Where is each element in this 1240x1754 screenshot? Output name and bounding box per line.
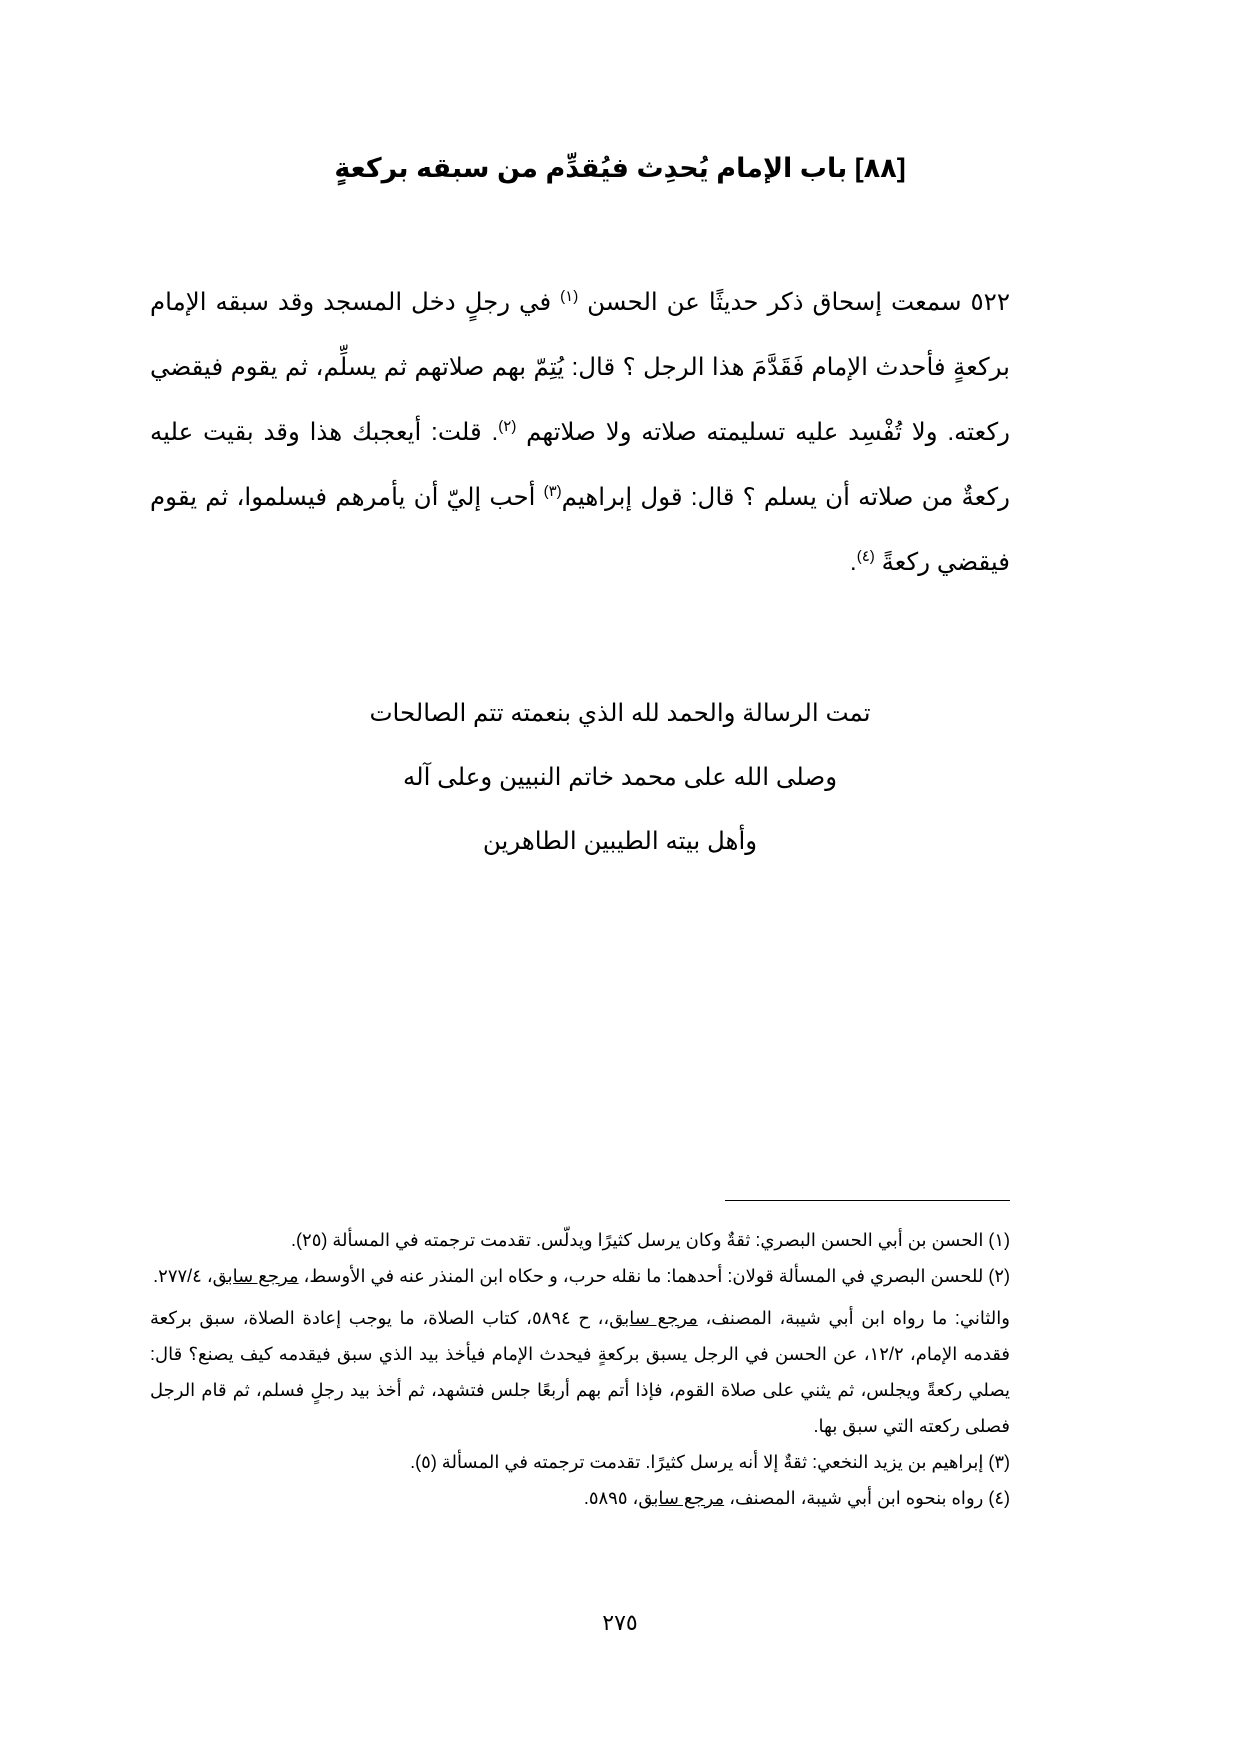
chapter-title: [٨٨] باب الإمام يُحدِث فيُقدِّم من سبقه بركعةٍ xyxy=(334,153,906,183)
footnote-2-reference-link[interactable]: مرجع سابق xyxy=(212,1266,299,1286)
footnote-2-text-a: (٢) للحسن البصري في المسألة قولان: أحدهما: ما نقله حرب، و حكاه ابن المنذر عنه في الأوسط، xyxy=(298,1266,1010,1286)
footnote-divider xyxy=(725,1200,1010,1201)
footnote-4-text-b: ، ٥٨٩٥. xyxy=(583,1488,639,1508)
closing-line-3: وأهل بيته الطيبين الطاهرين xyxy=(482,828,758,855)
footnote-2-continuation xyxy=(150,1300,1010,1444)
footnote-ref-4[interactable]: (٤) xyxy=(856,548,875,565)
hadith-part-5: . xyxy=(849,549,857,576)
footnote-2 xyxy=(150,1258,1010,1294)
footnotes xyxy=(150,1222,1010,1516)
hadith-part-4: أحب إليّ أن يأمرهم فيسلموا، ثم يقوم فيقضي ركعةً xyxy=(150,484,1010,576)
hadith-part-3: . قلت: أيعجبك هذا وقد بقيت عليه ركعةٌ من صلاته أن يسلم ؟ قال: قول إبراهيم xyxy=(150,419,1010,511)
hadith-text xyxy=(150,270,1010,595)
footnote-2-cont-text-a: والثاني: ما رواه ابن أبي شيبة، المصنف، xyxy=(697,1308,1010,1328)
footnote-ref-3[interactable]: (٣) xyxy=(543,483,562,500)
footnote-4-text-a: (٤) رواه بنحوه ابن أبي شيبة، المصنف، xyxy=(724,1488,1010,1508)
hadith-part-2: في رجلٍ دخل المسجد وقد سبقه الإمام بركعةٍ فأحدث الإمام فَقَدَّمَ هذا الرجل ؟ قال: يُتِمّ بهم صلاتهم ثم يسلِّم، ثم يقوم فيقضي ركعته. ولا تُفْسِد عليه تسليمته صلاته ولا صلاتهم xyxy=(150,289,1010,446)
footnote-2-cont-text-b: ،، ح ٥٨٩٤، كتاب الصلاة، ما يوجب إعادة الصلاة، سبق بركعة فقدمه الإمام، ١٢/٢، عن الحسن في الرجل يسبق بركعةٍ فيحدث الإمام فيأخذ بيد الذي سبق فيقدمه كيف يصنع؟ قال: يصلي ركعةً ويجلس، ثم يثني على صلاة القوم، فإذا أتم بهم أربعًا جلس فتشهد، ثم أخذ بيد رجلٍ فسلم، ثم قام الرجل فصلى ركعته التي سبق بها. xyxy=(150,1308,1010,1436)
hadith-part-1: ٥٢٢ سمعت إسحاق ذكر حديثًا عن الحسن xyxy=(587,289,1010,316)
hadith-paragraph xyxy=(150,270,1010,595)
footnote-1: (١) الحسن بن أبي الحسن البصري: ثقةٌ وكان يرسل كثيرًا ويدلّس. تقدمت ترجمته في المسألة (٢٥). xyxy=(291,1230,1010,1250)
closing-line-1: تمت الرسالة والحمد لله الذي بنعمته تتم الصالحات xyxy=(369,700,871,727)
footnote-4 xyxy=(150,1480,1010,1516)
footnote-4-reference-link[interactable]: مرجع سابق xyxy=(638,1488,725,1508)
closing-prayer xyxy=(150,682,1090,874)
footnote-3: (٣) إبراهيم بن يزيد النخعي: ثقةٌ إلا أنه يرسل كثيرًا. تقدمت ترجمته في المسألة (٥). xyxy=(410,1452,1010,1472)
footnote-2-cont-reference-link[interactable]: مرجع سابق xyxy=(609,1308,698,1328)
footnote-2-text-b: ، ٢٧٧/٤. xyxy=(153,1266,213,1286)
footnote-ref-2[interactable]: (٢) xyxy=(498,418,517,435)
page-number: ٢٧٥ xyxy=(602,1610,638,1635)
closing-line-2: وصلى الله على محمد خاتم النبيين وعلى آله xyxy=(402,764,838,791)
footnote-ref-1[interactable]: (١) xyxy=(560,288,579,305)
